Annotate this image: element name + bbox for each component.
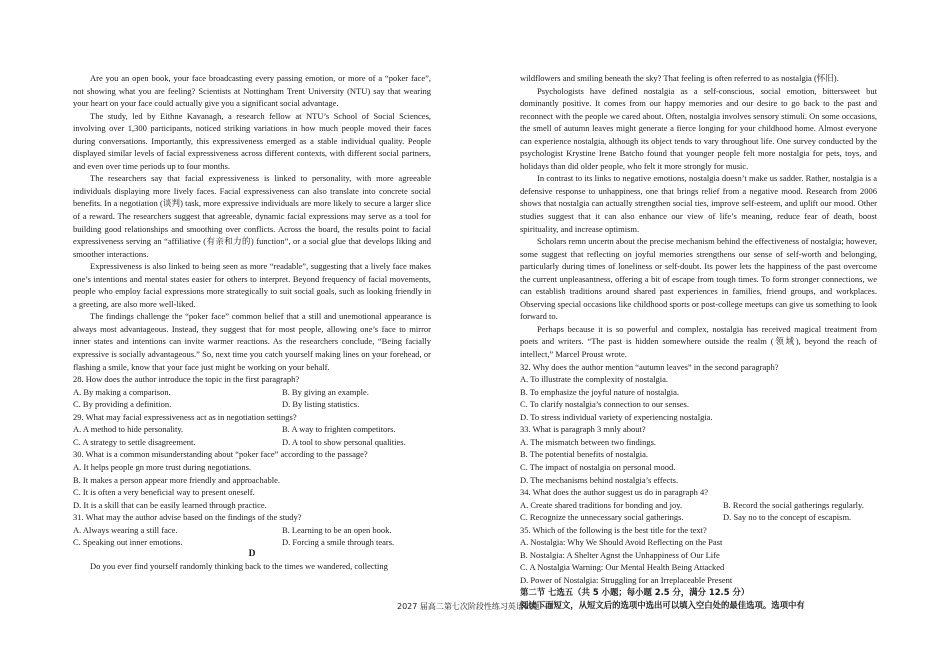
option-31b: B. Learning to be an open book. [282,524,392,535]
option-28b: B. By giving an example. [282,386,369,397]
option-32d: D. To stress individual variety of experiencing nostalgia. [520,411,713,422]
passage-d-first-line: Do you ever find yourself randomly thinking back to the times we wandered, collecting [90,560,388,571]
question-29-options [73,423,431,448]
option-28a: A. By making a comparison. [73,386,171,397]
passage-c-paragraph-2: The study, led by Eithne Kavanagh, a research fellow at NTU’s School of Social Sciences, involving over 1,300 participants, noticed striking variations in how much people moved their faces during conversations. Importantly, this expressiveness emerged as a stable individual quality. People displayed similar levels of facial expressiveness across different contexts, with different social partners, and even over time periods up to four months. [73,110,431,171]
section-2-instruction: 阅读下面短文，从短文后的选项中选出可以填入空白处的最佳选项。选项中有 [520,599,805,610]
option-28c: C. By providing a definition. [73,399,172,410]
option-32a: A. To illustrate the complexity of nostalgia. [520,374,668,385]
left-column [73,72,431,572]
passage-c-paragraph-3: The researchers say that facial expressiveness is linked to personality, with more agreeable individuals displaying more lively faces. Facial expressiveness can also translate into concrete social benefits. In a negotiation (谈判) task, more expressive individuals are more likely to secure a larger slice of a reward. The researchers suggest that agreeable, dynamic facial expressions may serve as a tool for building good relationships and smoothing over conflicts. Across the board, the results point to facial expressiveness serving an “affiliative (有亲和力的) function”, or a social glue that develops liking and smoother interactions. [73,173,431,259]
option-29c: C. A strategy to settle disagreement. [73,436,196,447]
option-30d: D. It is a skill that can be easily learned through practice. [73,499,267,510]
option-28d: D. By listing statistics. [282,399,360,410]
question-31-stem: 31. What may the author advise based on the findings of the study? [73,512,302,523]
option-31a: A. Always wearing a still face. [73,524,178,535]
option-30c: C. It is often a very beneficial way to present oneself. [73,487,255,498]
question-32-stem: 32. Why does the author mention “autumn leaves” in the second paragraph? [520,361,779,372]
question-28-options [73,386,431,411]
passage-d-continuation: wildflowers and smiling beneath the sky? That feeling is often referred to as nostalgia (怀旧). [520,73,839,83]
page-footer: 2027 届高二第七次阶段性练习英语试题—3 [397,602,553,611]
option-33d: D. The mechanisms behind nostalgia’s effects. [520,474,679,485]
option-35b: B. Nostalgia: A Shelter Agnst the Unhappiness of Our Life [520,549,720,560]
option-33b: B. The potential benefits of nostalgia. [520,449,649,460]
question-34-options [520,499,877,524]
option-34a: A. Create shared traditions for bonding and joy. [520,499,683,510]
passage-d-paragraph-4: Scholars remn uncertn about the precise mechanism behind the effectiveness of nostalgia; however, some suggest that reflecting on joyful memories strengthens our sense of self-worth and belonging, particularly during times of loneliness or self-doubt. Its power lets the happiness of the past overcome the current unpleasantness, offering a bit of escape from tough times. To form stronger connections, we can establish traditions around shared past experiences in families, friend groups, and workplaces. Observing special occasions like childhood sports or post-college meetups can give us something to look forward to. [520,236,877,322]
option-34b: B. Record the social gatherings regularly. [723,499,864,510]
option-29b: B. A way to frighten competitors. [282,424,396,435]
option-35a: A. Nostalgia: Why We Should Avoid Reflecting on the Past [520,537,723,548]
question-35-stem: 35. Which of the following is the best title for the text? [520,524,707,535]
option-35c: C. A Nostalgia Warning: Our Mental Health Being Attacked [520,562,725,573]
right-column [520,72,877,611]
option-35d: D. Power of Nostalgia: Struggling for an Irreplaceable Present [520,574,733,585]
option-34c: C. Recognize the unnecessary social gatherings. [520,512,684,523]
option-31c: C. Speaking out inner emotions. [73,537,183,548]
passage-d-paragraph-3: In contrast to its links to negative emotions, nostalgia doesn’t make us sadder. Rather, nostalgia is a defensive response to unhappiness, one that brings relief from a negative mood. Research from 2006 shows that nostalgia can actually strengthen social ties, improve self-esteem, and uplift our mood. Other studies suggest that it can also enhance our view of life’s meaning, reduce fear of death, boost spirituality, and increase optimism. [520,173,877,234]
option-33c: C. The impact of nostalgia on personal mood. [520,461,676,472]
question-30-stem: 30. What is a common misunderstanding about “poker face” according to the passage? [73,449,368,460]
passage-c-paragraph-4: Expressiveness is also linked to being seen as more “readable”, suggesting that a lively face makes one’s intentions and mental states easier for others to interpret. Beyond frequency of facial movements, people who employ facial expressions more strategically to suit social goals, such as looking friendly in a greeting, are also more well-liked. [73,261,431,309]
passage-d-paragraph-5: Perhaps because it is so powerful and complex, nostalgia has received magical treatment from poets and writers. “The past is hidden somewhere outside the realm (领域), beyond the reach of intellect,” Marcel Proust wrote. [520,323,877,360]
question-34-stem: 34. What does the author suggest us do in paragraph 4? [520,487,708,498]
option-33a: A. The mismatch between two findings. [520,436,657,447]
question-28-stem: 28. How does the author introduce the topic in the first paragraph? [73,374,300,385]
option-31d: D. Forcing a smile through tears. [282,537,395,548]
section-d-heading: D [248,548,256,559]
option-30b: B. It makes a person appear more friendly and approachable. [73,474,280,485]
question-31-options [73,524,431,549]
option-29a: A. A method to hide personality. [73,424,184,435]
question-33-stem: 33. What is paragraph 3 mnly about? [520,424,646,435]
passage-c-paragraph-1: Are you an open book, your face broadcasting every passing emotion, or more of a “poker face”, not showing what you are feeling? Scientists at Nottingham Trent University (NTU) say that wearing your heart on your face could actually give you a significant social advantage. [73,73,431,109]
option-32b: B. To emphasize the joyful nature of nostalgia. [520,386,680,397]
option-30a: A. It helps people gn more trust during negotiations. [73,461,251,472]
option-34d: D. Say no to the concept of escapism. [723,512,852,523]
option-32c: C. To clarify nostalgia’s connection to our senses. [520,399,689,410]
option-29d: D. A tool to show personal qualities. [282,436,406,447]
passage-c-paragraph-5: The findings challenge the “poker face” common belief that a still and unemotional appearance is always most advantageous. Instead, they suggest that for most people, allowing one’s face to mirror inner states and intentions can invite warmer reactions. As the researchers conclude, “Being facially expressive is socially advantageous.” So, next time you catch yourself making lines on your forehead, or flashing a smile, know that your face just might be working on your behalf. [73,311,431,372]
passage-d-paragraph-2: Psychologists have defined nostalgia as a self-conscious, social emotion, bittersweet but dominantly positive. It comes from our happy memories and our desire to go back to the past and reconnect with the people we cared about. Often, nostalgia involves sensory stimuli. On some occasions, the smell of autumn leaves might generate a fierce longing for your childhood home. Almost everyone can experience nostalgia, although its object tends to vary throughout life. One survey conducted by the psychologist Krystine Irene Batcho found that younger people felt more nostalgia for pets, toys, and holidays than did older people, who felt it more strongly for music. [520,85,877,171]
section-2-title: 第二节 七选五（共 5 小题；每小题 2.5 分，满分 12.5 分） [520,587,750,598]
question-29-stem: 29. What may facial expressiveness act as in negotiation settings? [73,411,297,422]
